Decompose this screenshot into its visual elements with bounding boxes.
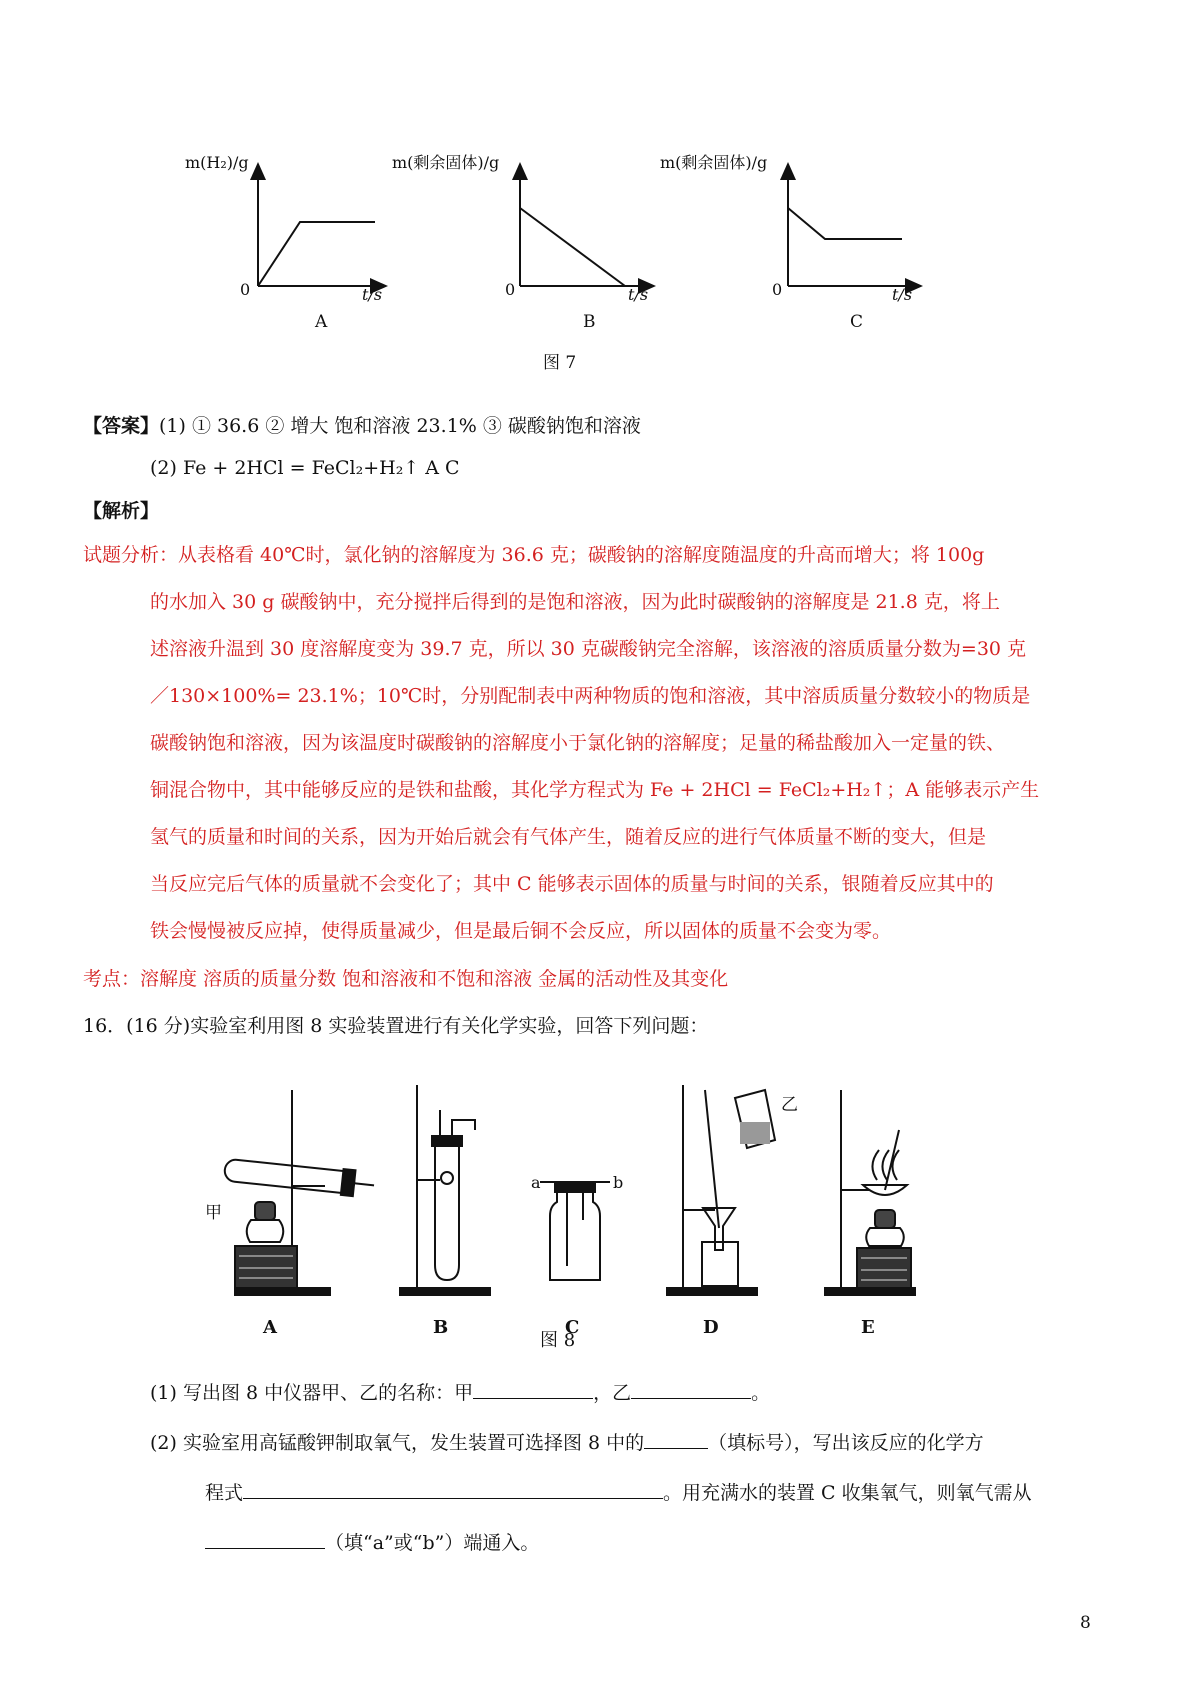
graph-b-curve	[520, 208, 625, 286]
label-yi: 乙	[781, 1095, 798, 1115]
apparatus-a	[224, 1090, 376, 1295]
apparatus-d-label: D	[703, 1317, 719, 1338]
analysis-line-8: 当反应完后气体的质量就不会变化了；其中 C 能够表示固体的质量与时间的关系，银随着反应其中的	[150, 873, 994, 895]
apparatus-b	[400, 1085, 490, 1295]
label-jia: 甲	[205, 1203, 222, 1223]
apparatus-d	[667, 1085, 775, 1295]
graph-a-ylabel: m(H₂)/g	[185, 153, 249, 172]
apparatus-c-label: C	[565, 1317, 580, 1338]
graph-c-ylabel: m(剩余固体)/g	[660, 153, 768, 172]
graph-a-origin: 0	[240, 280, 251, 299]
analysis-line-2: 的水加入 30 g 碳酸钠中，充分搅拌后得到的是饱和溶液，因为此时碳酸钠的溶解度是 21.8 克，将上	[150, 591, 1000, 613]
analysis-tag: 【解析】	[83, 500, 160, 522]
sub-question-1-end: 。	[751, 1382, 771, 1404]
analysis-line-4: ／130×100%= 23.1%；10℃时，分别配制表中两种物质的饱和溶液，其中溶质质量分数较小的物质是	[150, 685, 1031, 707]
sub-question-2-l3-suffix: （填“a”或“b”）端通入。	[325, 1532, 540, 1554]
sub-question-2-l2-prefix: 程式	[205, 1482, 244, 1504]
graph-a-curve	[258, 222, 375, 286]
graph-c-origin: 0	[772, 280, 783, 299]
apparatus-b-label: B	[433, 1317, 449, 1338]
keypoints: 考点：溶解度 溶质的质量分数 饱和溶液和不饱和溶液 金属的活动性及其变化	[83, 968, 729, 990]
analysis-line-5: 碳酸钠饱和溶液，因为该温度时碳酸钠的溶解度小于氯化钠的溶解度；足量的稀盐酸加入一定量的铁、	[150, 732, 1006, 754]
figure-7-graphs	[170, 140, 950, 380]
question-16-stem: 16．(16 分)实验室利用图 8 实验装置进行有关化学实验，回答下列问题：	[83, 1015, 709, 1037]
sub-question-1-prefix: (1) 写出图 8 中仪器甲、乙的名称：甲	[150, 1382, 474, 1404]
graph-b-origin: 0	[505, 280, 516, 299]
apparatus-e	[825, 1090, 915, 1295]
sub-question-1	[150, 1380, 770, 1406]
figure-8-apparatus	[195, 1080, 995, 1350]
graph-a-label: A	[315, 312, 328, 332]
sub-question-2-l2-suffix: 。用充满水的装置 C 收集氧气，则氧气需从	[663, 1482, 1032, 1504]
answer-blank-yi[interactable]	[631, 1380, 751, 1399]
apparatus-e-label: E	[861, 1317, 875, 1338]
analysis-line-1: 试题分析：从表格看 40℃时，氯化钠的溶解度为 36.6 克；碳酸钠的溶解度随温度的升高而增大；将 100g	[83, 544, 985, 566]
graph-c-xlabel: t/s	[892, 285, 913, 304]
answer-line-1	[83, 413, 641, 439]
analysis-line-9: 铁会慢慢被反应掉，使得质量减少，但是最后铜不会反应，所以固体的质量不会变为零。	[150, 920, 892, 942]
port-b-label: b	[613, 1173, 624, 1192]
answer-line-2: (2) Fe + 2HCl = FeCl₂+H₂↑ A C	[150, 457, 460, 479]
graph-a-xlabel: t/s	[362, 285, 383, 304]
sub-question-2-line-3	[205, 1530, 539, 1556]
answer-blank-apparatus[interactable]	[644, 1430, 708, 1449]
graph-c-label: C	[850, 312, 864, 332]
analysis-line-3: 述溶液升温到 30 度溶解度变为 39.7 克，所以 30 克碳酸钠完全溶解，该溶液的溶质质量分数为=30 克	[150, 638, 1027, 660]
sub-question-2-suffix: （填标号），写出该反应的化学方	[708, 1432, 984, 1454]
answer-blank-jia[interactable]	[473, 1380, 593, 1399]
sub-question-2-line-2	[205, 1480, 1032, 1506]
figure-8-caption: 图 8	[540, 1330, 576, 1351]
answer-blank-equation[interactable]	[243, 1480, 663, 1499]
graph-c	[660, 153, 915, 332]
sub-question-1-mid: ，乙	[593, 1382, 632, 1404]
answer-part-1: (1) ① 36.6 ② 增大 饱和溶液 23.1% ③ 碳酸钠饱和溶液	[159, 415, 641, 437]
answer-tag: 【答案】	[83, 415, 160, 437]
graph-b	[392, 153, 648, 332]
answer-blank-port[interactable]	[205, 1530, 325, 1549]
graph-b-xlabel: t/s	[628, 285, 649, 304]
port-a-label: a	[531, 1173, 541, 1192]
analysis-line-6: 铜混合物中，其中能够反应的是铁和盐酸，其化学方程式为 Fe + 2HCl = FeCl₂+H₂↑；A 能够表示产生	[150, 779, 1040, 801]
apparatus-a-label: A	[263, 1317, 277, 1338]
graph-b-ylabel: m(剩余固体)/g	[392, 153, 500, 172]
graph-b-label: B	[583, 312, 596, 332]
graph-c-curve	[788, 208, 902, 239]
analysis-line-7: 氢气的质量和时间的关系，因为开始后就会有气体产生，随着反应的进行气体质量不断的变大，但是	[150, 826, 987, 848]
page-number: 8	[1080, 1613, 1091, 1633]
figure-7-caption: 图 7	[543, 353, 577, 373]
apparatus-c	[540, 1182, 610, 1280]
sub-question-2-prefix: (2) 实验室用高锰酸钾制取氧气，发生装置可选择图 8 中的	[150, 1432, 645, 1454]
sub-question-2-line-1	[150, 1430, 984, 1456]
graph-a	[185, 153, 382, 332]
